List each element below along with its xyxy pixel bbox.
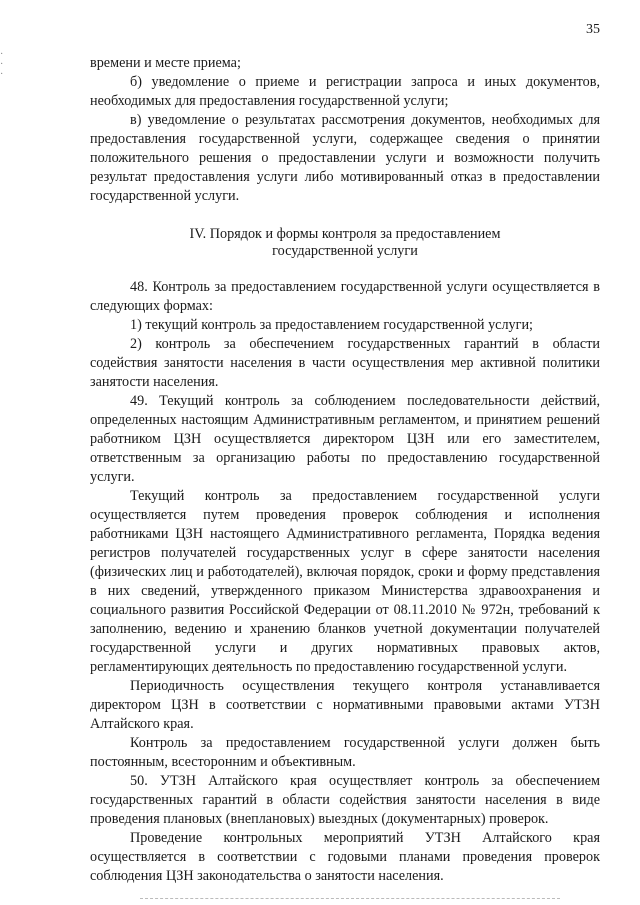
section-heading: [90, 226, 600, 260]
paragraph: 2) контроль за обеспечением государственных гарантий в области содействия занятости населения в части осуществления мер активной политики занятости населения.: [90, 336, 600, 390]
paragraph: 48. Контроль за предоставлением государственной услуги осуществляется в следующих формах:: [90, 279, 600, 314]
paragraph: времени и месте приема;: [90, 55, 241, 71]
document-body: [90, 54, 600, 886]
paragraph: Текущий контроль за предоставлением государственной услуги осуществляется путем проведения проверок соблюдения и исполнения работниками ЦЗН настоящего Административного регламента, Порядка ведения регистров получателей государственных услуг в сфере занятости населения (физических лиц и работодателей), включая порядок, сроки и форму представления в них сведений, утвержденного приказом Министерства здравоохранения и социального развития Российской Федерации от 08.11.2010 № 972н, требований к заполнению, ведению и хранению бланков учетной документации получателей государственной услуги и других нормативных правовых актов, регламентирующих деятельность по предоставлению государственной услуги.: [90, 488, 600, 675]
paragraph: в) уведомление о результатах рассмотрения документов, необходимых для предоставления государственной услуги, содержащее сведения о принятии положительного решения о предоставлении услуги и возможности получить результат предоставления услуги либо мотивированный отказ в предоставлении государственной услуги.: [90, 112, 600, 204]
paragraph: 1) текущий контроль за предоставлением государственной услуги;: [130, 317, 533, 333]
section-heading-line: IV. Порядок и формы контроля за предоставлением: [189, 226, 501, 242]
section-heading-line: государственной услуги: [272, 243, 418, 259]
binding-marks: · · ·: [0, 49, 4, 80]
paragraph: б) уведомление о приеме и регистрации запроса и иных документов, необходимых для предоставления государственной услуги;: [90, 74, 600, 109]
paragraph: Проведение контрольных мероприятий УТЗН Алтайского края осуществляется в соответствии с годовыми планами проведения проверок соблюдения ЦЗН законодательства о занятости населения.: [90, 830, 600, 884]
paragraph: 49. Текущий контроль за соблюдением последовательности действий, определенных настоящим Административным регламентом, и принятием решений работником ЦЗН осуществляется директором ЦЗН или его заместителем, ответственным за организацию работы по предоставлению государственной услуги.: [90, 393, 600, 485]
paragraph: Контроль за предоставлением государственной услуги должен быть постоянным, всесторонним и объективным.: [90, 735, 600, 770]
paragraph: 50. УТЗН Алтайского края осуществляет контроль за обеспечением государственных гарантий в области содействия занятости населения в виде проведения плановых (внеплановых) выездных (документарных) проверок.: [90, 773, 600, 827]
paragraph: Периодичность осуществления текущего контроля устанавливается директором ЦЗН в соответствии с нормативными правовыми актами УТЗН Алтайского края.: [90, 678, 600, 732]
page-number: 35: [586, 22, 600, 37]
page-bottom-divider: [140, 898, 560, 899]
